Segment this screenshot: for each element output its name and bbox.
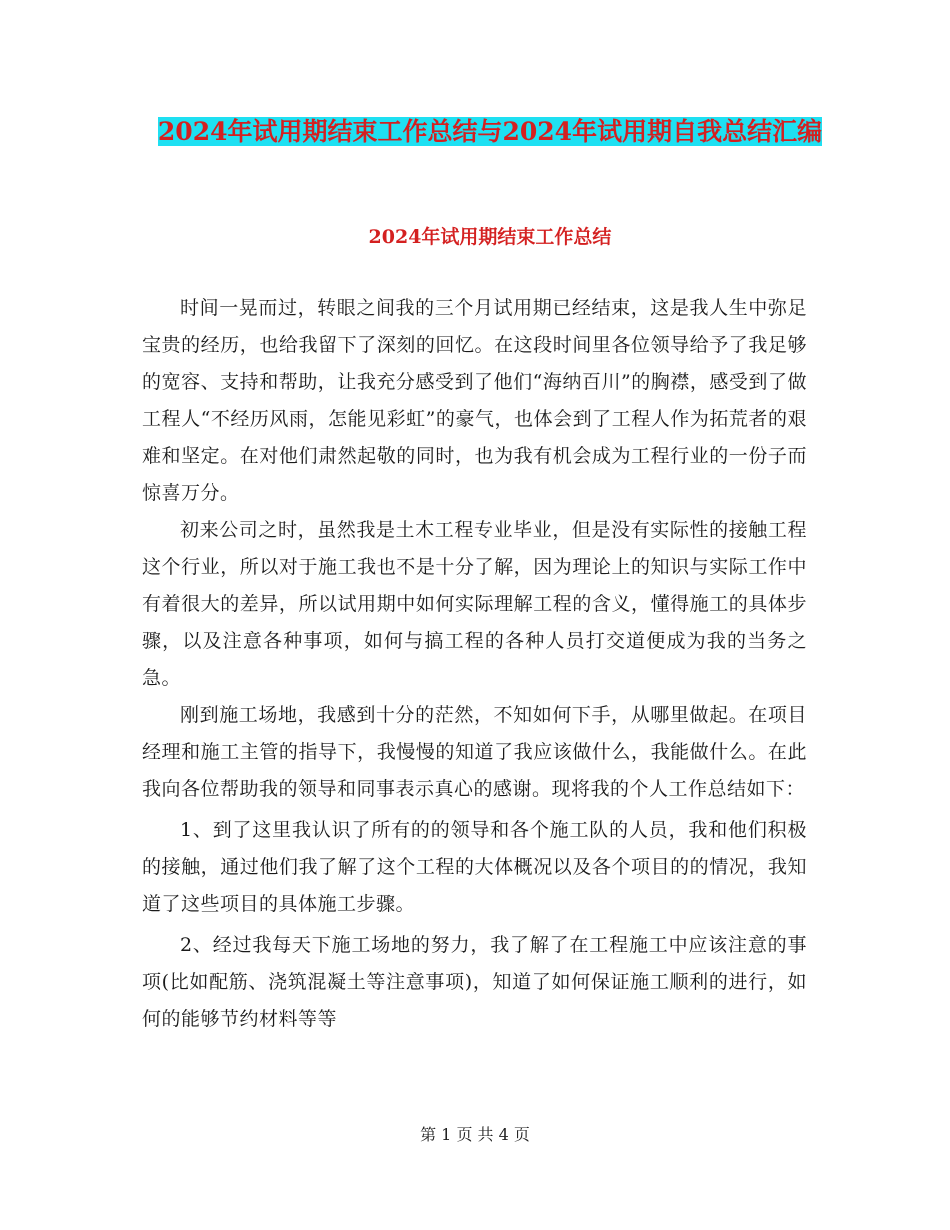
section-title: 2024年试用期结束工作总结	[368, 226, 612, 248]
list-item: 1、到了这里我认识了所有的的领导和各个施工队的人员，我和他们积极的接触，通过他们我了解了这个工程的大体概况以及各个项目的的情况，我知道了这些项目的具体施工步骤。	[142, 819, 807, 915]
paragraph: 刚到施工场地，我感到十分的茫然，不知如何下手，从哪里做起。在项目经理和施工主管的指导下，我慢慢的知道了我应该做什么，我能做什么。在此我向各位帮助我的领导和同事表示真心的感谢。现将我的个人工作总结如下：	[142, 704, 807, 800]
paragraph: 初来公司之时，虽然我是土木工程专业毕业，但是没有实际性的接触工程这个行业，所以对于施工我也不是十分了解，因为理论上的知识与实际工作中有着很大的差异，所以试用期中如何实际理解工程的含义，懂得施工的具体步骤，以及注意各种事项，如何与搞工程的各种人员打交道便成为我的当务之急。	[142, 519, 807, 689]
list-item: 2、经过我每天下施工场地的努力，我了解了在工程施工中应该注意的事项(比如配筋、浇筑混凝土等注意事项)，知道了如何保证施工顺利的进行，如何的能够节约材料等等	[142, 934, 807, 1030]
document-title-text: 2024年试用期结束工作总结与2024年试用期自我总结汇编	[157, 117, 823, 146]
page-footer: 第 1 页 共 4 页	[420, 1125, 530, 1144]
paragraph: 时间一晃而过，转眼之间我的三个月试用期已经结束，这是我人生中弥足宝贵的经历，也给我留下了深刻的回忆。在这段时间里各位领导给予了我足够的宽容、支持和帮助，让我充分感受到了他们“海纳百川”的胸襟，感受到了做工程人“不经历风雨，怎能见彩虹”的豪气，也体会到了工程人作为拓荒者的艰难和坚定。在对他们肃然起敬的同时，也为我有机会成为工程行业的一份子而惊喜万分。	[142, 297, 807, 504]
document-title	[140, 110, 840, 154]
document-body	[142, 290, 807, 1038]
